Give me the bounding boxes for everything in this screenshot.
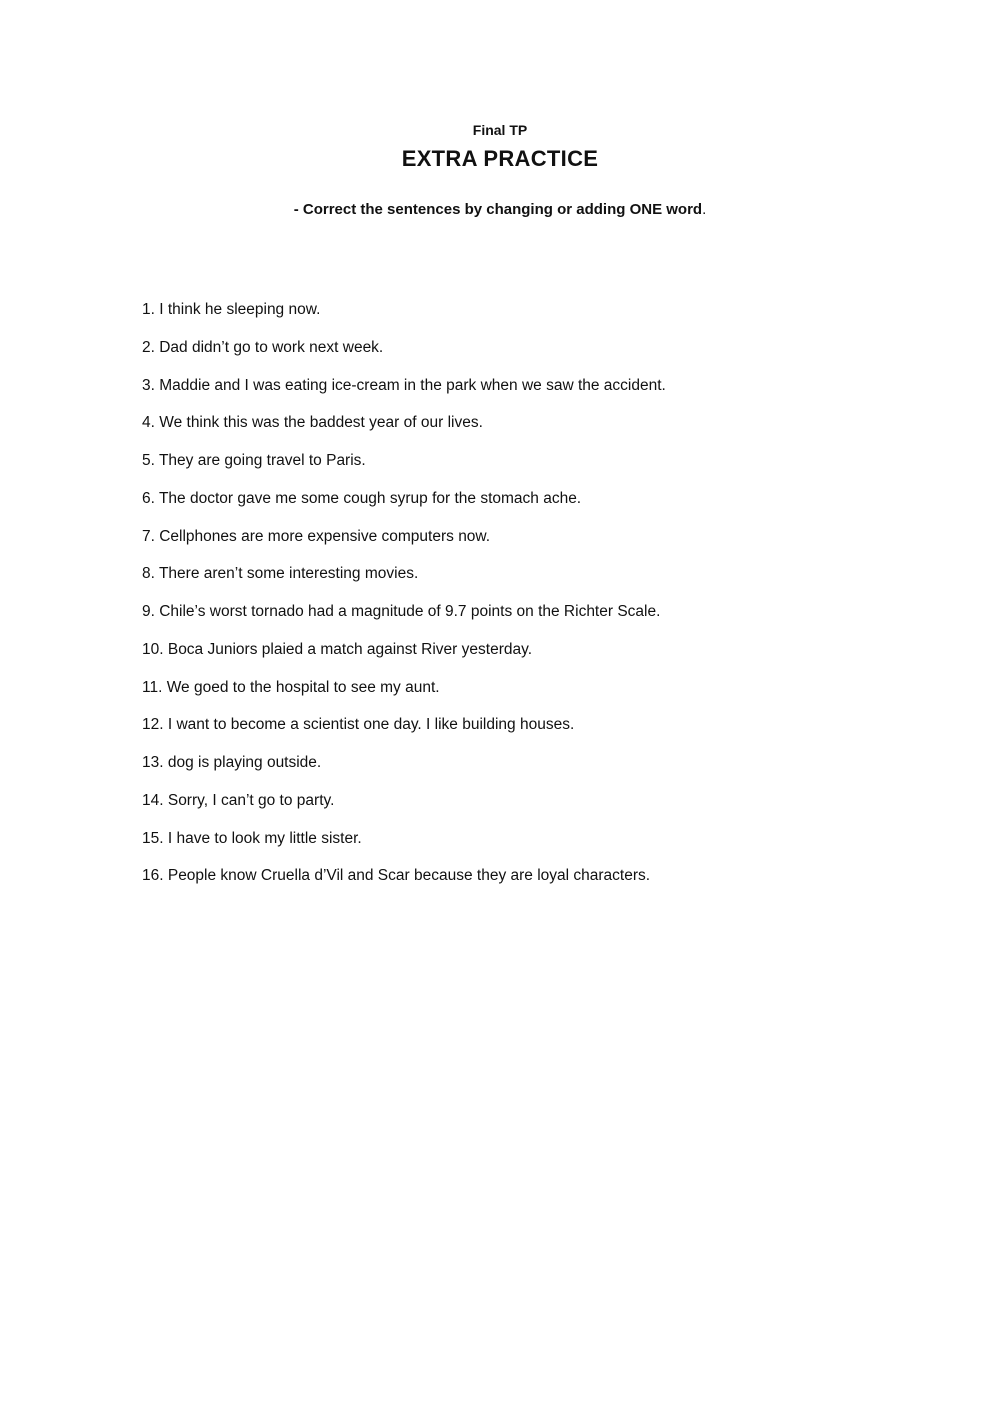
- exercise-item: 12. I want to become a scientist one day. I like building houses.: [142, 716, 575, 734]
- exercise-item: 11. We goed to the hospital to see my aunt.: [142, 678, 440, 696]
- exercise-item: 10. Boca Juniors plaied a match against River yesterday.: [142, 640, 532, 658]
- exercise-item: 16. People know Cruella d’Vil and Scar because they are loyal characters.: [142, 867, 651, 885]
- exercise-item: 2. Dad didn’t go to work next week.: [142, 338, 384, 356]
- worksheet-subtitle: Final TP: [472, 122, 528, 138]
- worksheet-title: EXTRA PRACTICE: [401, 146, 599, 171]
- exercise-list: [142, 299, 902, 903]
- exercise-item: 4. We think this was the baddest year of our lives.: [142, 414, 483, 432]
- exercise-item: 5. They are going travel to Paris.: [142, 452, 366, 469]
- exercise-item: 13. dog is playing outside.: [142, 754, 322, 771]
- instruction-text: - Correct the sentences by changing or adding ONE word: [293, 201, 703, 218]
- exercise-item: 15. I have to look my little sister.: [142, 829, 362, 847]
- exercise-item: 14. Sorry, I can’t go to party.: [142, 791, 335, 809]
- exercise-item: 7. Cellphones are more expensive computers now.: [142, 527, 491, 545]
- exercise-item: 3. Maddie and I was eating ice-cream in the park when we saw the accident.: [142, 376, 666, 394]
- exercise-item: 1. I think he sleeping now.: [142, 301, 321, 318]
- exercise-item: 9. Chile’s worst tornado had a magnitude of 9.7 points on the Richter Scale.: [142, 603, 661, 620]
- exercise-item: 8. There aren’t some interesting movies.: [142, 565, 419, 583]
- worksheet-header: [0, 120, 1000, 220]
- instruction-period: .: [702, 201, 707, 218]
- exercise-item: 6. The doctor gave me some cough syrup for the stomach ache.: [142, 489, 582, 507]
- worksheet-instruction: [0, 200, 1000, 220]
